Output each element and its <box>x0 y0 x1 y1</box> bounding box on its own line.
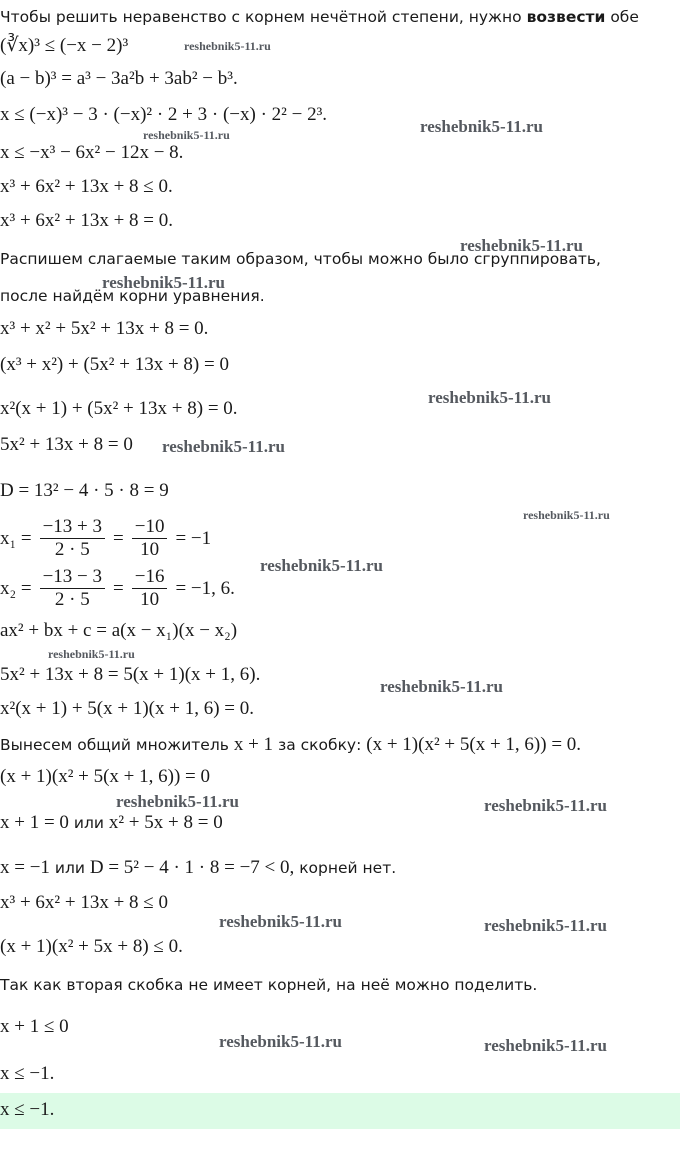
math-line: (x + 1)(x² + 5(x + 1, 6)) = 0 <box>0 766 211 787</box>
watermark: reshebnik5-11.ru <box>484 916 607 935</box>
intro-text: Чтобы решить неравенство с корнем нечётной степени, нужно возвести обе <box>0 8 639 26</box>
answer-box <box>0 1093 680 1129</box>
watermark: reshebnik5-11.ru <box>184 39 271 53</box>
math-line: (x + 1)(x² + 5x + 8) ≤ 0. <box>0 936 183 957</box>
case-line: x = −1 или D = 5² − 4 · 1 · 8 = −7 < 0, корней нет. <box>0 857 397 878</box>
fraction-denominator: 2 · 5 <box>54 539 90 560</box>
watermark: reshebnik5-11.ru <box>380 677 503 696</box>
watermark: reshebnik5-11.ru <box>484 1036 607 1055</box>
fraction-denominator: 2 · 5 <box>54 589 90 610</box>
answer-text: x ≤ −1. <box>0 1099 55 1120</box>
math-line: x²(x + 1) + 5(x + 1)(x + 1, 6) = 0. <box>0 698 254 719</box>
root-result: = −1, 6. <box>175 577 235 599</box>
math-line: (∛x)³ ≤ (−x − 2)³ <box>0 35 129 56</box>
math-line: x + 1 ≤ 0 <box>0 1016 69 1037</box>
math-line: x ≤ −x³ − 6x² − 12x − 8. <box>0 142 184 163</box>
watermark: reshebnik5-11.ru <box>143 128 230 142</box>
paragraph: Так как вторая скобка не имеет корней, на неё можно поделить. <box>0 976 538 994</box>
watermark: reshebnik5-11.ru <box>162 437 285 456</box>
fraction-numerator: −13 − 3 <box>40 566 105 589</box>
paragraph: после найдём корни уравнения. <box>0 287 265 305</box>
equals-sign: = <box>113 577 124 599</box>
equals-sign: = <box>113 527 124 549</box>
math-line: ax² + bx + c = a(x − x₁)(x − x₂) <box>0 620 238 641</box>
root-result: = −1 <box>175 527 212 549</box>
watermark: reshebnik5-11.ru <box>260 556 383 575</box>
math-line: D = 13² − 4 · 5 · 8 = 9 <box>0 480 169 501</box>
watermark: reshebnik5-11.ru <box>420 117 543 136</box>
math-line: x³ + 6x² + 13x + 8 = 0. <box>0 210 174 231</box>
watermark: reshebnik5-11.ru <box>460 236 583 255</box>
fraction-denominator: 10 <box>140 539 160 560</box>
watermark: reshebnik5-11.ru <box>219 912 342 931</box>
watermark: reshebnik5-11.ru <box>102 273 225 292</box>
fraction-denominator: 10 <box>140 589 160 610</box>
fraction-numerator: −10 <box>132 516 168 539</box>
root-x2 <box>0 566 235 611</box>
root-lhs: x₁ = <box>0 527 32 549</box>
watermark: reshebnik5-11.ru <box>428 388 551 407</box>
watermark: reshebnik5-11.ru <box>219 1032 342 1051</box>
math-line: 5x² + 13x + 8 = 5(x + 1)(x + 1, 6). <box>0 664 261 685</box>
math-line: x³ + 6x² + 13x + 8 ≤ 0. <box>0 176 173 197</box>
case-line: x + 1 = 0 или x² + 5x + 8 = 0 <box>0 812 223 833</box>
root-x1 <box>0 516 211 561</box>
fraction-numerator: −16 <box>132 566 168 589</box>
math-line: x²(x + 1) + (5x² + 13x + 8) = 0. <box>0 398 238 419</box>
intro-bold: возвести <box>526 8 606 26</box>
math-line: (x³ + x²) + (5x² + 13x + 8) = 0 <box>0 354 229 375</box>
math-line: x³ + 6x² + 13x + 8 ≤ 0 <box>0 892 168 913</box>
math-line: (a − b)³ = a³ − 3a²b + 3ab² − b³. <box>0 68 238 89</box>
watermark: reshebnik5-11.ru <box>484 796 607 815</box>
watermark: reshebnik5-11.ru <box>523 508 610 522</box>
math-line: x ≤ (−x)³ − 3 · (−x)² · 2 + 3 · (−x) · 2² − 2³. <box>0 104 328 125</box>
fraction-numerator: −13 + 3 <box>40 516 105 539</box>
math-line: x³ + x² + 5x² + 13x + 8 = 0. <box>0 318 209 339</box>
watermark: reshebnik5-11.ru <box>48 647 135 661</box>
root-lhs: x₂ = <box>0 577 32 599</box>
paragraph: Распишем слагаемые таким образом, чтобы можно было сгруппировать, <box>0 250 601 268</box>
math-line: 5x² + 13x + 8 = 0 <box>0 434 133 455</box>
watermark: reshebnik5-11.ru <box>116 792 239 811</box>
math-line: x ≤ −1. <box>0 1063 55 1084</box>
factor-sentence: Вынесем общий множитель x + 1 за скобку: (x + 1)(x² + 5(x + 1, 6)) = 0. <box>0 734 582 755</box>
